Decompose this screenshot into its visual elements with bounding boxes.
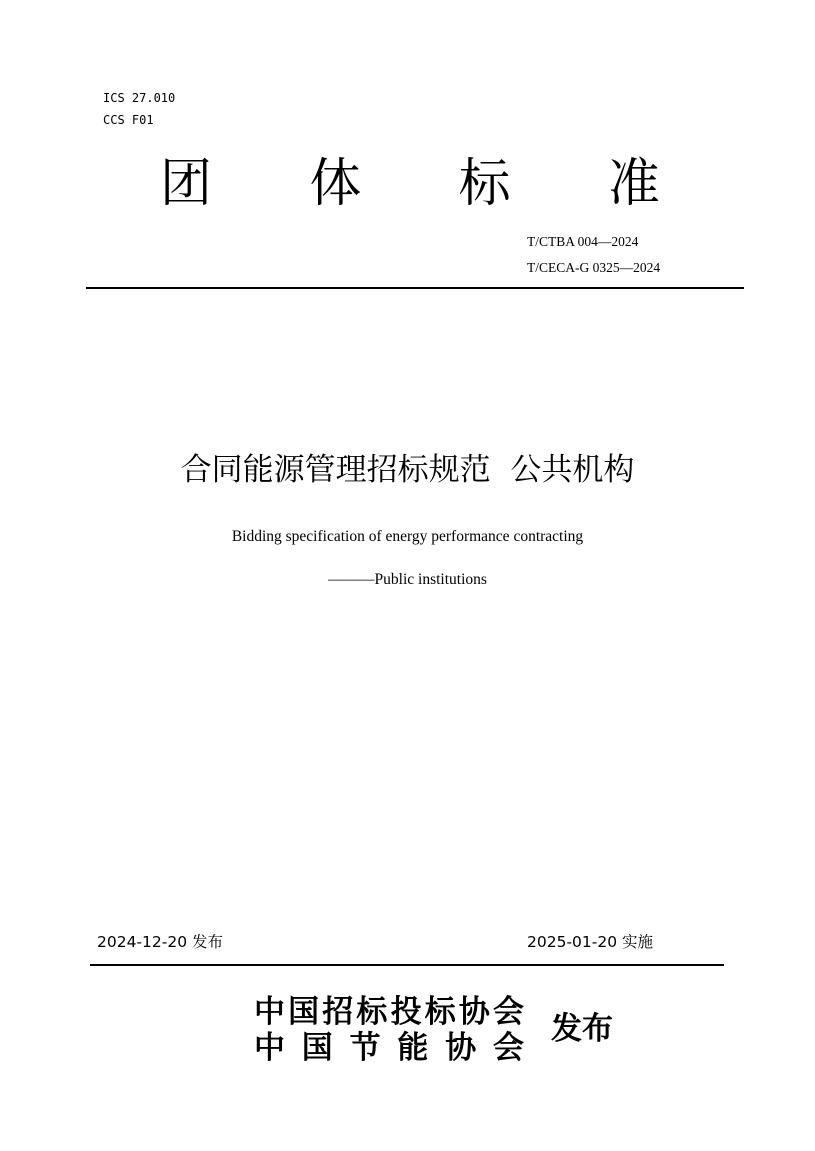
publisher-char: 协 bbox=[458, 994, 490, 1030]
publisher-char: 标 bbox=[356, 994, 388, 1030]
standard-type-char: 标 bbox=[458, 154, 511, 214]
ccs-code: CCS F01 bbox=[103, 113, 154, 127]
publisher-char: 国 bbox=[288, 994, 320, 1030]
title-english-line1: Bidding specification of energy performance contracting bbox=[231, 528, 584, 545]
ics-code: ICS 27.010 bbox=[103, 91, 176, 105]
publisher-char: 会 bbox=[492, 1030, 524, 1066]
standard-type-heading bbox=[160, 152, 660, 216]
publisher-char: 国 bbox=[301, 1030, 333, 1066]
publisher-char: 会 bbox=[492, 994, 524, 1030]
title-chinese: 合同能源管理招标规范 公共机构 bbox=[180, 452, 635, 488]
publisher-char: 中 bbox=[254, 1030, 285, 1066]
publish-label: 发布 bbox=[551, 1011, 613, 1047]
title-english-line2: ———Public institutions bbox=[328, 571, 487, 588]
standard-number-ctba: T/CTBA 004—2024 bbox=[527, 234, 639, 249]
standard-type-char: 团 bbox=[160, 154, 213, 214]
standard-number-ceca: T/CECA-G 0325—2024 bbox=[527, 260, 661, 275]
publisher-char: 标 bbox=[424, 994, 456, 1030]
publisher-char: 中 bbox=[254, 994, 285, 1030]
standard-type-char: 体 bbox=[309, 154, 362, 214]
publisher-org-bidding-association bbox=[254, 994, 524, 1030]
publisher-org-energy-association bbox=[254, 1030, 524, 1066]
publish-date: 2024-12-20 发布 bbox=[97, 933, 224, 951]
implement-date: 2025-01-20 实施 bbox=[527, 933, 654, 951]
publisher-char: 能 bbox=[397, 1030, 429, 1066]
bottom-divider bbox=[90, 964, 724, 966]
publisher-char: 投 bbox=[390, 994, 422, 1030]
publisher-char: 招 bbox=[322, 994, 354, 1030]
top-divider bbox=[86, 287, 744, 289]
publisher-char: 协 bbox=[445, 1030, 477, 1066]
standard-type-char: 准 bbox=[607, 154, 660, 214]
publisher-char: 节 bbox=[349, 1030, 381, 1066]
